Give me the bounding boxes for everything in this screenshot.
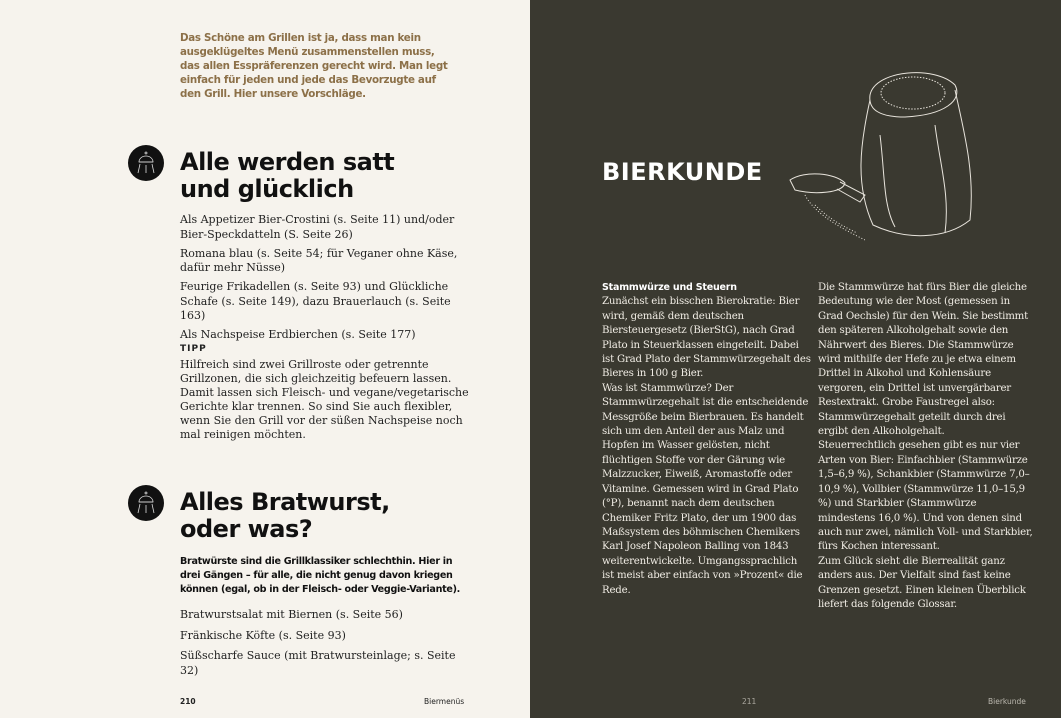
text-column-1 (602, 281, 812, 598)
list-item: Romana blau (s. Seite 54; für Veganer ohne Käse, dafür mehr Nüsse) (180, 246, 458, 274)
tip-label: TIPP (180, 344, 207, 354)
paragraph: Was ist Stammwürze? Der Stammwürzegehalt ist die entscheidende Messgröße beim Bierbrauen. Es handelt sich um den Anteil der aus Malz und Hopfen im Wasser gelösten, nicht flüchtigen Stoffe vor der Gärung wie Malzzucker, Eiweiß, Aromastoffe oder Vitamine. Gemessen wird in Grad Plato (°P), benannt nach dem deutschen Chemiker Fritz Plato, der um 1900 das Maßsystem des böhmischen Chemikers Karl Josef Napoleon Balling von 1843 weiterentwickelte. Umgangssprachlich ist meist aber einfach von »Prozent« die Rede. (602, 382, 809, 596)
heading-line: Alles Bratwurst, (180, 488, 390, 516)
malt-sack-illustration (785, 55, 985, 250)
heading-line: Alle werden satt (180, 148, 395, 176)
menu-list (180, 213, 470, 347)
list-item: Als Appetizer Bier-Crostini (s. Seite 11) und/oder Bier-Speckdatteln (S. Seite 26) (180, 213, 455, 241)
heading-line: und glücklich (180, 175, 354, 203)
grill-icon (128, 485, 164, 521)
page-title: BIERKUNDE (602, 158, 763, 186)
section-heading (180, 149, 394, 203)
heading-line: oder was? (180, 515, 313, 543)
menu-list (180, 608, 470, 683)
paragraph: Die Stammwürze hat fürs Bier die gleiche Bedeutung wie der Most (gemessen in Grad Oechsle) für den Wein. Sie bestimmt den späteren Alkoholgehalt sowie den Nährwert des Bieres. Die Stammwürze wird mithilfe der Hefe zu je etwa einem Drittel in Alkohol und Kohlensäure vergoren, ein Drittel ist unvergärbarer Restextrakt. Grobe Faustregel also: Stammwürzegehalt geteilt durch drei ergibt den Alkoholgehalt. (818, 282, 1029, 438)
text-column-2 (818, 281, 1036, 612)
list-item: Süßscharfe Sauce (mit Bratwursteinlage; s. Seite 32) (180, 649, 456, 677)
lead-text: Bratwürste sind die Grillklassiker schlechthin. Hier in drei Gängen – für alle, die nicht genug davon kriegen können (egal, ob in der Fleisch- oder Veggie-Variante). (180, 556, 461, 595)
list-item: Als Nachspeise Erdbierchen (s. Seite 177) (180, 328, 416, 341)
list-item: Fränkische Köfte (s. Seite 93) (180, 628, 346, 642)
list-item: Feurige Frikadellen (s. Seite 93) und Glückliche Schafe (s. Seite 149), dazu Brauerlauch (s. Seite 163) (180, 280, 451, 322)
running-footer: Biermenüs (424, 697, 465, 706)
left-page (0, 0, 530, 718)
intro-text: Das Schöne am Grillen ist ja, dass man kein ausgeklügeltes Menü zusammenstellen muss, das allen Esspräferenzen gerecht wird. Man legt einfach für jeden und jede das Bevorzugte auf den Grill. Hier unsere Vorschläge. (180, 32, 448, 100)
list-item: Bratwurstsalat mit Biernen (s. Seite 56) (180, 608, 403, 621)
tip-text: Hilfreich sind zwei Grillroste oder getrennte Grillzonen, die sich gleichzeitig befeuern lassen. Damit lassen sich Fleisch- und vegane/vegetarische Gerichte klar trennen. So sind Sie auch flexibler, wenn Sie den Grill vor der süßen Nachspeise noch mal reinigen möchten. (180, 358, 469, 441)
section-heading (180, 489, 390, 543)
subheading: Stammwürze und Steuern (602, 282, 737, 293)
page-number: 211 (742, 697, 757, 706)
grill-icon (128, 145, 164, 181)
running-footer: Bierkunde (988, 697, 1026, 706)
page-number: 210 (180, 697, 196, 706)
right-page (530, 0, 1061, 718)
paragraph: Zunächst ein bisschen Bierokratie: Bier wird, gemäß dem deutschen Biersteuergesetz (BierStG), nach Grad Plato in Steuerklassen eingeteilt. Dabei ist Grad Plato der Stammwürzegehalt des Bieres in 100 g Bier. (602, 296, 811, 380)
paragraph: Zum Glück sieht die Bierrealität ganz anders aus. Der Vielfalt sind fast keine Grenzen gesetzt. Einen kleinen Überblick liefert das folgende Glossar. (818, 555, 1026, 610)
paragraph: Steuerrechtlich gesehen gibt es nur vier Arten von Bier: Einfachbier (Stammwürze 1,5–6,9 %), Schankbier (Stammwürze 7,0–10,9 %), Vollbier (Stammwürze 11,0–15,9 %) und Starkbier (Stammwürze mindestens 16,0 %). Und von denen sind auch nur zwei, nämlich Voll- und Starkbier, fürs Kochen interessant. (818, 440, 1033, 553)
